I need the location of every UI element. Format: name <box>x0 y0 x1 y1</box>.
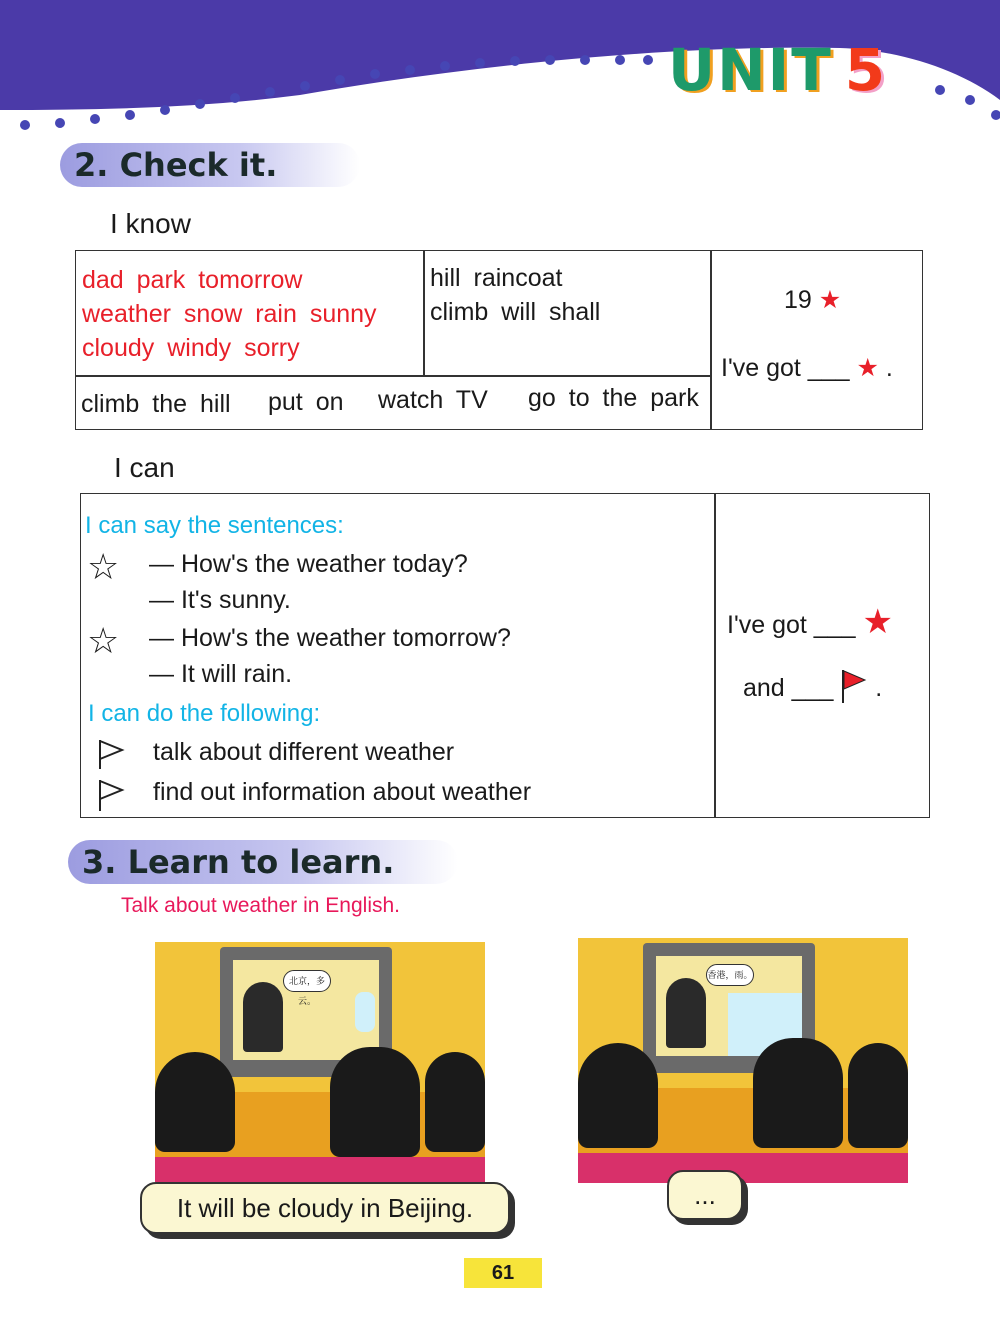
star-icon: ★ <box>856 354 879 382</box>
red-word-list: dad park tomorrow weather snow rain sunny cloudy windy sorry <box>82 266 377 362</box>
illustration-hongkong <box>578 938 908 1183</box>
do-heading: I can do the following: <box>88 700 321 727</box>
red-flag-icon <box>840 668 868 704</box>
i-know-label: I know <box>110 208 191 239</box>
section-learn-title: 3. Learn to learn. <box>68 840 458 884</box>
got-flags-line: and ___ . <box>743 668 882 704</box>
phrase: climb the hill <box>81 390 231 418</box>
unit-title: UNIT 5 <box>668 36 888 104</box>
i-can-table <box>80 493 930 818</box>
say-heading: I can say the sentences: <box>85 512 344 539</box>
task: talk about different weather <box>153 738 455 766</box>
star-icon: ★ <box>818 286 842 314</box>
sentence: — How's the weather today? <box>149 550 468 578</box>
i-know-table <box>75 250 923 430</box>
phrase: put on <box>268 388 344 416</box>
star-count: 19 ★ <box>784 286 842 314</box>
sentence: — It will rain. <box>149 660 293 688</box>
illustration-beijing <box>155 942 485 1182</box>
sentence: — It's sunny. <box>149 586 291 614</box>
black-word-list: hill raincoat climb will shall <box>430 264 601 326</box>
sentence: — How's the weather tomorrow? <box>149 624 511 652</box>
got-stars-line: I've got ___ ★ <box>727 603 893 641</box>
phrase: go to the park <box>528 384 699 412</box>
section-learn-subtitle: Talk about weather in English. <box>121 894 400 917</box>
flag-outline-icon <box>97 778 125 812</box>
phrase: watch TV <box>378 386 488 414</box>
outline-star-icon: ☆ <box>87 620 120 661</box>
task: find out information about weather <box>153 778 532 806</box>
speech-bubble: It will be cloudy in Beijing. <box>140 1182 510 1234</box>
tv-speech-bubble: 北京，多云。 <box>283 970 331 992</box>
outline-star-icon: ☆ <box>87 546 120 587</box>
i-can-label: I can <box>114 452 175 483</box>
flag-outline-icon <box>97 738 125 770</box>
speech-bubble: ... <box>667 1170 743 1220</box>
page-number: 61 <box>464 1258 542 1288</box>
got-stars-line: I've got ___ ★ . <box>721 354 893 382</box>
star-icon: ★ <box>862 603 893 641</box>
section-check-it-title: 2. Check it. <box>60 143 360 187</box>
tv-speech-bubble: 香港，雨。 <box>706 964 754 986</box>
